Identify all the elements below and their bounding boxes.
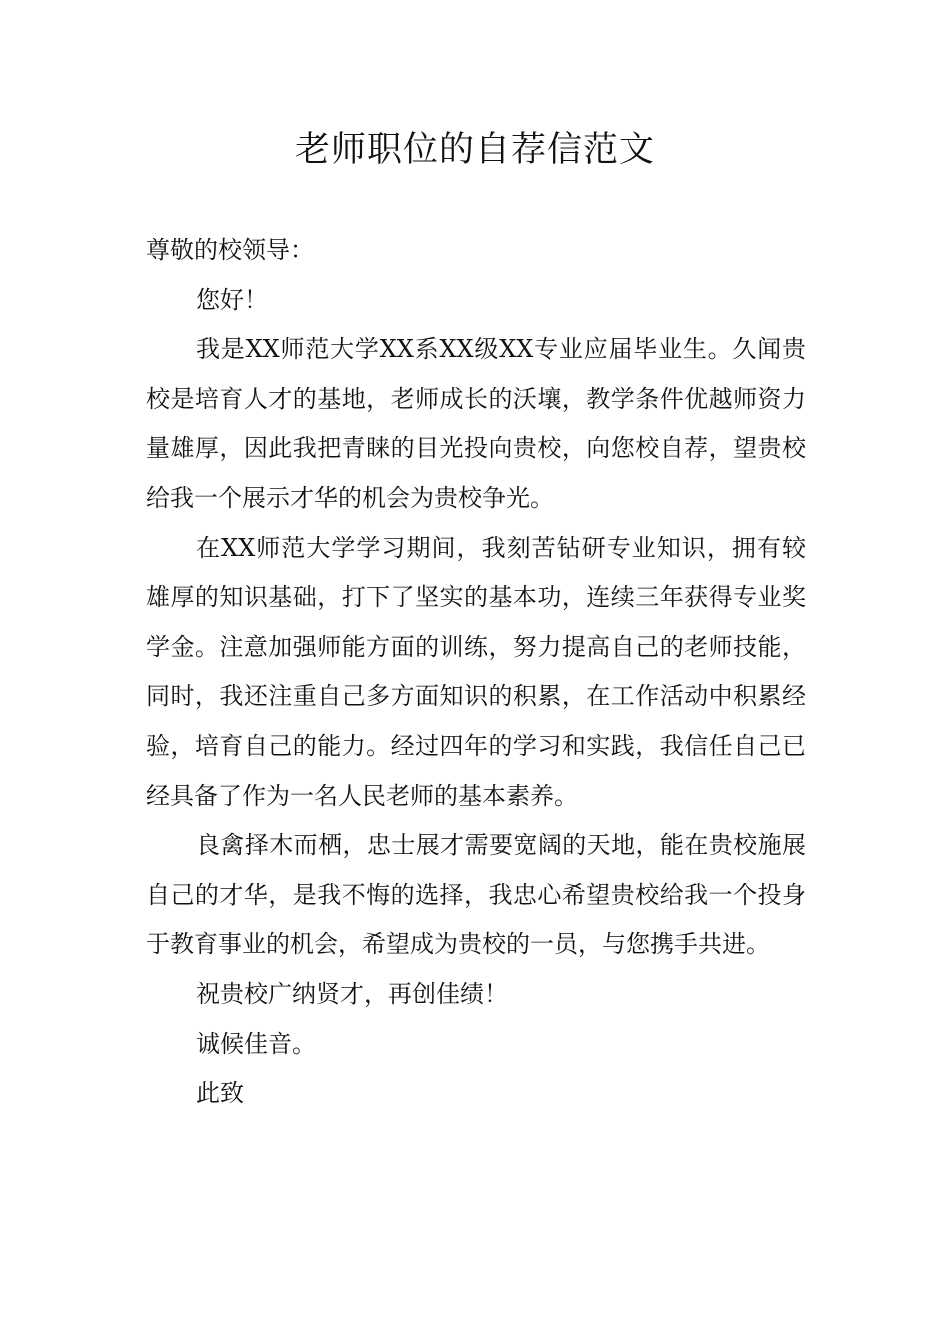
greeting: 您好！ [196, 285, 268, 314]
closing-line: 诚候佳音。 [196, 1029, 316, 1058]
paragraph-study: 在XX师范大学学习期间，我刻苦钻研专业知识，拥有较雄厚的知识基础，打下了坚实的基本功，连续三年获得专业奖学金。注意加强师能方面的训练，努力提高自己的老师技能，同时，我还注重自己多方面知识的积累，在工作活动中积累经验，培育自己的能力。经过四年的学习和实践，我信任自己已经具备了作为一名人民老师的基本素养。 [146, 533, 806, 810]
letter-body [146, 226, 806, 1119]
closing-regards: 此致 [196, 1079, 244, 1108]
paragraph-aspiration: 良禽择木而栖，忠士展才需要宽阔的天地，能在贵校施展自己的才华，是我不悔的选择，我忠心希望贵校给我一个投身于教育事业的机会，希望成为贵校的一员，与您携手共进。 [146, 831, 806, 959]
wish-line: 祝贵校广纳贤才，再创佳绩！ [196, 979, 508, 1008]
salutation: 尊敬的校领导： [146, 236, 314, 264]
paragraph-introduction: 我是XX师范大学XX系XX级XX专业应届毕业生。久闻贵校是培育人才的基地，老师成长的沃壤，教学条件优越师资力量雄厚，因此我把青睐的目光投向贵校，向您校自荐，望贵校给我一个展示才华的机会为贵校争光。 [146, 335, 806, 512]
document-title: 老师职位的自荐信范文 [294, 130, 655, 170]
